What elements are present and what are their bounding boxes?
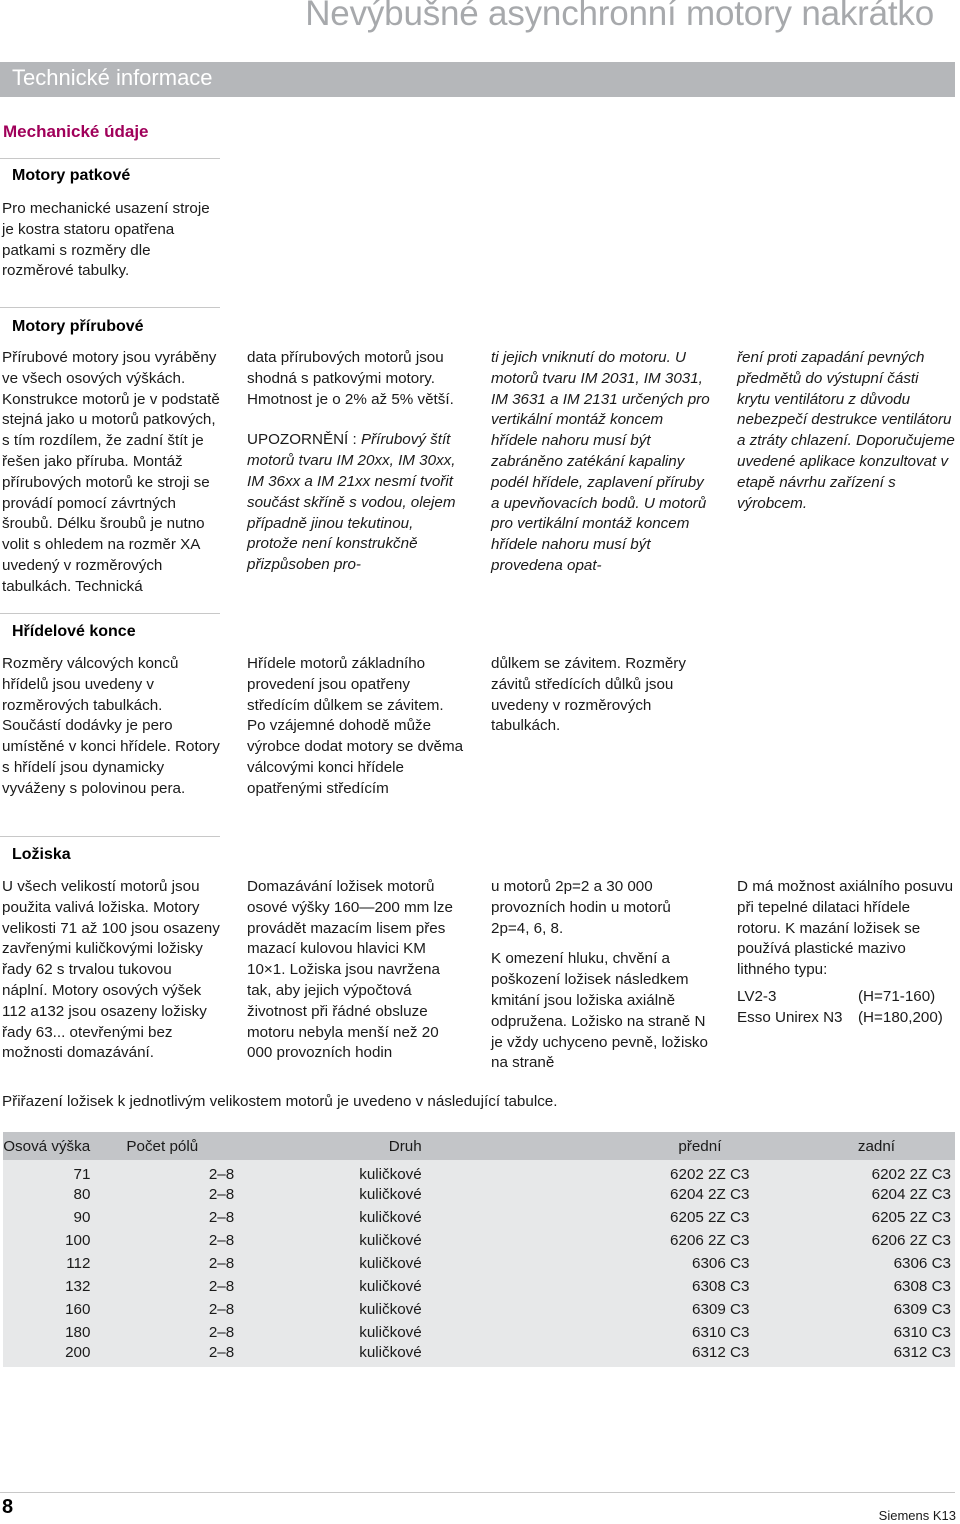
bearing-assignment-note: Přiřazení ložisek k jednotlivým velikostem motorů je uvedeno v následující tabulce. <box>2 1093 558 1110</box>
cell-type: kuličkové <box>359 1186 422 1203</box>
cell-poles: 2–8 <box>208 1232 235 1249</box>
cell-rear: 6204 2Z C3 <box>871 1186 951 1203</box>
divider <box>0 307 220 308</box>
cell-front: 6309 C3 <box>692 1301 750 1318</box>
cell-type: kuličkové <box>359 1209 422 1226</box>
footer-divider <box>0 1492 955 1493</box>
bearing-table <box>3 1132 955 1367</box>
grease-name: Esso Unirex N3 <box>737 1008 843 1026</box>
cell-type: kuličkové <box>359 1232 422 1249</box>
table-row <box>3 1298 955 1321</box>
bearings-col1: U všech velikostí motorů jsou použita valivá ložiska. Motory velikosti 71 až 100 jsou osazeny zavřenými kuličkovými ložisky řady 62 s trvalou tukovou náplní. Motory osových výšek 112 a132 jsou osazeny ložisky řady 63... otevřenými bez možnosti domazávání. <box>2 878 220 1062</box>
bearings-col4: D má možnost axiálního posuvu při tepelné dilataci hřídele rotoru. K mazání ložisek se používá plastické mazivo lithného typu: LV2-3 (H=71-160) Esso Unirex N3 (H=180,200) <box>737 877 955 1031</box>
cell-type: kuličkové <box>359 1278 422 1295</box>
cell-height: 90 <box>73 1209 91 1226</box>
table-row <box>3 1321 955 1344</box>
shaft-ends-heading: Hřídelové konce <box>12 623 136 640</box>
divider <box>0 836 220 837</box>
cell-front: 6310 C3 <box>692 1324 750 1341</box>
cell-poles: 2–8 <box>208 1166 235 1183</box>
cell-rear: 6202 2Z C3 <box>871 1166 951 1183</box>
bearings-col2: Domazávání ložisek motorů osové výšky 160—200 mm lze provádět mazacím lisem přes mazací kulovou hlavici KM 10×1. Ložiska jsou navržena tak, aby jejich výpočtová životnost při řádné obsluze motoru nebyla menší než 20 000 provozních hodin <box>247 878 453 1062</box>
cell-poles: 2–8 <box>208 1344 235 1361</box>
cell-height: 112 <box>66 1255 91 1272</box>
cell-poles: 2–8 <box>208 1186 235 1203</box>
bearings-heading: Ložiska <box>12 846 71 863</box>
cell-type: kuličkové <box>359 1255 422 1272</box>
col-header-poles: Počet pólů <box>126 1137 199 1155</box>
shaft-ends-col1: Rozměry válcových konců hřídelů jsou uvedeny v rozměrových tabulkách. Součástí dodávky je pero umístěné v konci hřídele. Rotory s hřídelí jsou dynamicky vyváženy s polovinou pera. <box>2 655 220 797</box>
cell-type: kuličkové <box>359 1324 422 1341</box>
cell-rear: 6308 C3 <box>893 1278 951 1295</box>
table-row <box>3 1275 955 1298</box>
table-row <box>3 1252 955 1275</box>
cell-poles: 2–8 <box>208 1278 235 1295</box>
flange-motors-col4: ření proti zapadání pevných předmětů do výstupní části krytu ventilátoru z důvodu nebezpečí destrukce ventilátoru a ztráty chlazení. Doporučujeme uvedené aplikace konzultovat v etapě návrhu zařízení s výrobcem. <box>737 349 955 512</box>
warning-label: UPOZORNĚNÍ : <box>247 431 357 449</box>
cell-rear: 6310 C3 <box>893 1324 951 1341</box>
col-header-height: Osová výška <box>3 1137 91 1155</box>
cell-type: kuličkové <box>359 1344 422 1361</box>
bearings-col3: u motorů 2p=2 a 30 000 provozních hodin u motorů 2p=4, 6, 8. K omezení hluku, chvění a poškození ložisek následkem kmitání jsou ložiska axiálně odpružena. Ložisko na straně N je vždy uchyceno pevně, ložisko na straně <box>491 878 708 1072</box>
grease-name: LV2-3 <box>737 987 777 1005</box>
divider <box>0 158 220 159</box>
cell-height: 200 <box>65 1344 91 1361</box>
shaft-ends-col3: důlkem se závitem. Rozměry závitů středících důlků jsou uvedeny v rozměrových tabulkách. <box>491 655 686 735</box>
table-row <box>3 1344 955 1367</box>
col-header-type: Druh <box>388 1137 422 1155</box>
table-row <box>3 1160 955 1183</box>
cell-front: 6204 2Z C3 <box>670 1186 750 1203</box>
cell-rear: 6309 C3 <box>893 1301 951 1318</box>
cell-rear: 6205 2Z C3 <box>871 1209 951 1226</box>
cell-type: kuličkové <box>359 1301 422 1318</box>
flange-motors-heading: Motory přírubové <box>12 318 144 335</box>
col-header-rear: zadní <box>857 1137 895 1155</box>
grease-list <box>737 987 955 1031</box>
cell-rear: 6306 C3 <box>893 1255 951 1272</box>
cell-front: 6308 C3 <box>692 1278 750 1295</box>
cell-poles: 2–8 <box>208 1301 235 1318</box>
cell-height: 100 <box>65 1232 91 1249</box>
cell-type: kuličkové <box>359 1166 422 1183</box>
section-band <box>0 62 955 97</box>
page-number: 8 <box>2 1496 14 1518</box>
flange-motors-col1: Přírubové motory jsou vyráběny ve všech osových výškách. Konstrukce motorů je v podstatě stejná jako u motorů patkových, s tím rozdílem, že zadní štít je řešen jako příruba. Montáž přírubových motorů ke stroji se provádí pomocí závrtných šroubů. Délku šroubů je nutno volit s ohledem na rozměr XA uvedený v rozměrových tabulkách. Technická <box>2 349 220 595</box>
table-row <box>3 1229 955 1252</box>
grease-range: (H=180,200) <box>858 1008 943 1026</box>
foot-motors-heading: Motory patkové <box>12 167 131 184</box>
cell-rear: 6206 2Z C3 <box>871 1232 951 1249</box>
cell-height: 180 <box>65 1324 91 1341</box>
table-header-row <box>3 1132 955 1160</box>
cell-poles: 2–8 <box>208 1324 235 1341</box>
shaft-ends-col2: Hřídele motorů základního provedení jsou opatřeny středícím důlkem se závitem. Po vzájemné dohodě může výrobce dodat motory se dvěma válcovými konci hřídele opatřenými středícím <box>247 655 464 797</box>
cell-poles: 2–8 <box>208 1255 235 1272</box>
table-row <box>3 1183 955 1206</box>
cell-front: 6306 C3 <box>692 1255 750 1272</box>
cell-front: 6206 2Z C3 <box>670 1232 750 1249</box>
grease-range: (H=71-160) <box>858 987 936 1005</box>
cell-rear: 6312 C3 <box>893 1344 951 1361</box>
cell-front: 6205 2Z C3 <box>670 1209 750 1226</box>
footer-brand: Siemens K13 <box>878 1508 956 1523</box>
cell-height: 71 <box>73 1166 91 1183</box>
cell-height: 132 <box>65 1278 91 1295</box>
section-band-label: Technické informace <box>12 65 213 90</box>
warning-text: Přírubový štít motorů tvaru IM 20xx, IM 30xx, IM 36xx a IM 21xx nesmí tvořit součást skříně s vodou, olejem případně jinou tekutinou, protože není konstrukčně přizpůsoben pro- <box>247 431 456 574</box>
flange-motors-col2: data přírubových motorů jsou shodná s patkovými motory. Hmotnost je o 2% až 5% větší. UPOZORNĚNÍ : Přírubový štít motorů tvaru IM 20xx, IM 30xx, IM 36xx a IM 21xx nesmí tvořit součást skříně s vodou, olejem případně jinou tekutinou, protože není konstrukčně přizpůsoben pro- <box>247 349 456 574</box>
mechanical-data-heading: Mechanické údaje <box>3 122 149 141</box>
page-title: Nevýbušné asynchronní motory nakrátko <box>305 0 934 33</box>
col-header-front: přední <box>678 1137 722 1155</box>
cell-height: 80 <box>73 1186 91 1203</box>
foot-motors-text: Pro mechanické usazení stroje je kostra statoru opatřena patkami s rozměry dle rozměrové tabulky. <box>2 200 210 280</box>
cell-front: 6202 2Z C3 <box>670 1166 750 1183</box>
divider <box>0 613 220 614</box>
flange-motors-col3: ti jejich vniknutí do motoru. U motorů tvaru IM 2031, IM 3031, IM 3631 a IM 2131 určených pro vertikální montáž koncem hřídele nahoru musí být zabráněno zatékání kapaliny podél hřídele, zaplavení příruby a upevňovacích bodů. U motorů pro vertikální montáž koncem hřídele nahoru musí být provedena opat- <box>491 349 710 574</box>
cell-poles: 2–8 <box>208 1209 235 1226</box>
cell-front: 6312 C3 <box>692 1344 750 1361</box>
cell-height: 160 <box>65 1301 91 1318</box>
table-row <box>3 1206 955 1229</box>
